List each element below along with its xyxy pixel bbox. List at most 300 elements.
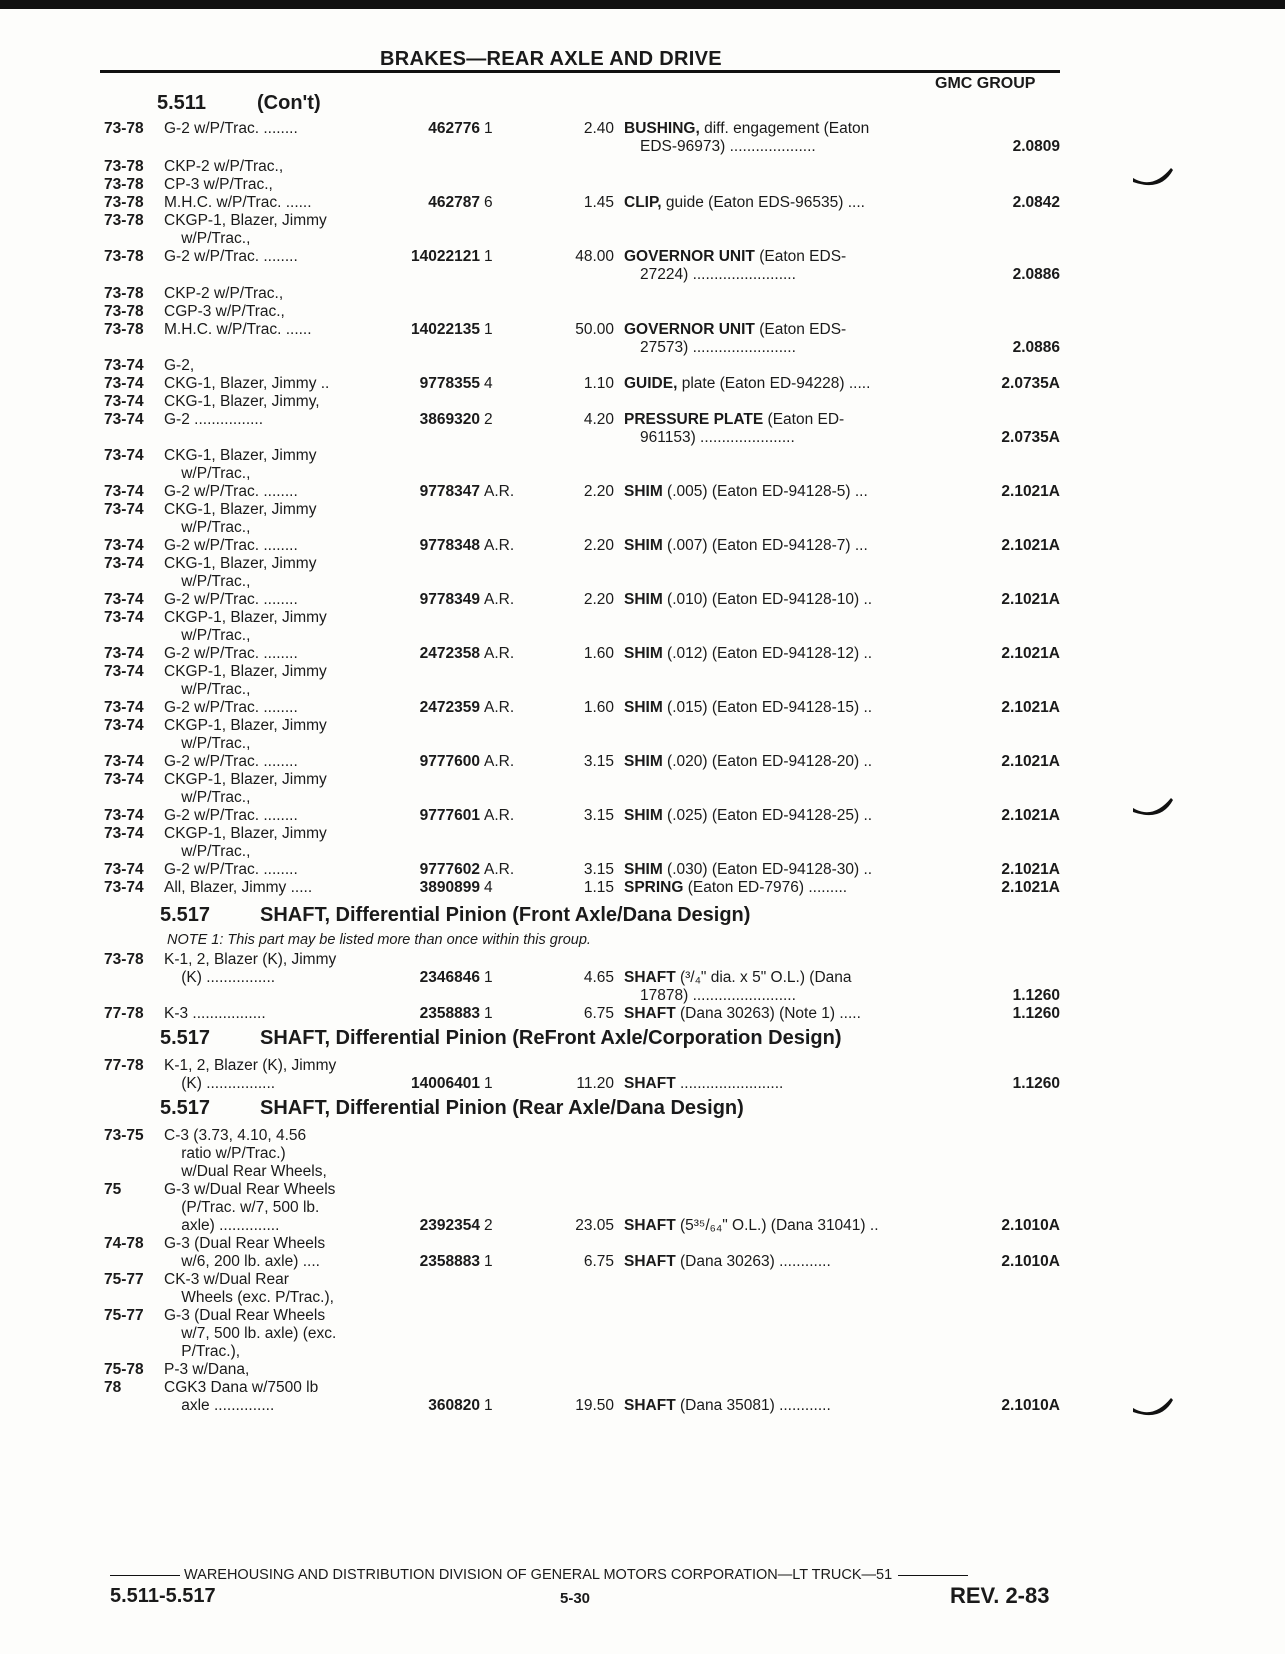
model-year: 73-74 [104,537,144,554]
table-row [0,536,1285,555]
price: 11.20 [576,1075,614,1092]
description-keyword: GOVERNOR UNIT [624,248,755,265]
description-keyword: SHAFT [624,1005,676,1022]
table-row [0,572,1285,591]
description [624,1252,831,1271]
application: CKG-1, Blazer, Jimmy [164,501,317,518]
description [624,374,870,393]
table-row [0,482,1285,501]
part-number: 2346846 [419,969,480,986]
table-row [0,302,1285,321]
application: w/P/Trac., [164,735,251,752]
table-row [0,374,1285,393]
description-text: 27224) ........................ [640,266,796,283]
description-text: (Eaton ED-7976) ......... [683,879,848,896]
description-text: (.025) (Eaton ED-94128-25) .. [662,807,873,824]
model-year: 73-74 [104,825,144,842]
application: G-2 w/P/Trac. ........ [164,699,298,716]
part-number: 14022121 [411,248,480,265]
note-1: NOTE 1: This part may be listed more than once within this group. [167,932,591,948]
description-keyword: CLIP, [624,194,662,211]
gmc-group-number: 1.1260 [1012,1075,1060,1092]
table-row [0,824,1285,843]
model-year: 73-74 [104,879,144,896]
description-text: 961153) ...................... [640,429,795,446]
description [624,247,846,266]
application: (K) ................ [164,1075,276,1092]
price: 1.60 [583,645,614,662]
application: CKGP-1, Blazer, Jimmy [164,825,327,842]
section-heading-517-front-dana [160,904,750,927]
application: CKG-1, Blazer, Jimmy, [164,393,320,410]
description-keyword: GOVERNOR UNIT [624,321,755,338]
description-text: 27573) ........................ [640,339,796,356]
quantity: 1 [484,1253,493,1270]
application: CP-3 w/P/Trac., [164,176,273,193]
model-year: 73-78 [104,158,144,175]
part-number: 462776 [428,120,480,137]
quantity: 1 [484,321,493,338]
model-year: 73-74 [104,753,144,770]
description-keyword: SHIM [624,807,663,824]
description-text: (.012) (Eaton ED-94128-12) .. [662,645,873,662]
table-row [0,1162,1285,1181]
model-year: 73-74 [104,609,144,626]
gmc-group-number: 2.1021A [1001,483,1060,500]
price: 2.20 [583,591,614,608]
table-row [0,1234,1285,1253]
description-keyword: SHIM [624,483,663,500]
table-row [0,356,1285,375]
part-number: 9778347 [419,483,480,500]
part-number: 14006401 [411,1075,480,1092]
quantity: 1 [484,1005,493,1022]
application: G-2 w/P/Trac. ........ [164,483,298,500]
quantity: 2 [484,1217,493,1234]
gmc-group-number: 2.0842 [1012,194,1060,211]
table-row [0,734,1285,753]
table-row [0,175,1285,194]
table-row [0,662,1285,681]
model-year: 73-74 [104,555,144,572]
application: CKGP-1, Blazer, Jimmy [164,771,327,788]
model-year: 73-78 [104,194,144,211]
application: K-3 ................. [164,1005,266,1022]
table-row [0,626,1285,645]
table-row [0,392,1285,411]
model-year: 73-74 [104,699,144,716]
table-row [0,842,1285,861]
description-keyword: SHAFT [624,1253,676,1270]
gmc-group-number: 2.1010A [1001,1253,1060,1270]
description [624,590,872,609]
table-row [0,554,1285,573]
price: 2.20 [583,483,614,500]
part-number: 360820 [428,1397,480,1414]
table-row [0,338,1285,357]
model-year: 75-77 [104,1271,144,1288]
table-row [0,320,1285,339]
gmc-group-number: 2.0735A [1001,375,1060,392]
part-number: 9778349 [419,591,480,608]
description-text: (Eaton EDS- [754,248,847,265]
model-year: 73-74 [104,501,144,518]
part-number: 2358883 [419,1005,480,1022]
application: w/P/Trac., [164,843,251,860]
description-keyword: SHAFT [624,1397,676,1414]
description-text: (Eaton ED- [763,411,845,428]
table-row [0,698,1285,717]
application: G-3 w/Dual Rear Wheels [164,1181,336,1198]
description [624,1216,879,1235]
gmc-group-number: 2.0735A [1001,429,1060,446]
table-row [0,265,1285,284]
model-year: 77-78 [104,1057,144,1074]
application: CKGP-1, Blazer, Jimmy [164,609,327,626]
model-year: 73-74 [104,357,144,374]
table-row [0,1198,1285,1217]
application: K-1, 2, Blazer (K), Jimmy [164,1057,337,1074]
model-year: 73-74 [104,771,144,788]
application: w/7, 500 lb. axle) (exc. [164,1325,337,1342]
model-year: 75 [104,1181,122,1198]
description [624,536,868,555]
model-year: 73-74 [104,807,144,824]
application: G-2 w/P/Trac. ........ [164,248,298,265]
price: 6.75 [583,1005,614,1022]
application: Wheels (exc. P/Trac.), [164,1289,334,1306]
table-row [0,247,1285,266]
model-year: 73-74 [104,375,144,392]
description-text: 17878) ........................ [640,987,796,1004]
description-text: (.007) (Eaton ED-94128-7) ... [662,537,868,554]
gmc-group-number: 2.1010A [1001,1397,1060,1414]
application: G-2 w/P/Trac. ........ [164,861,298,878]
application: w/P/Trac., [164,519,251,536]
table-row [0,968,1285,987]
application: CGK3 Dana w/7500 lb [164,1379,319,1396]
footer-org [110,1567,968,1583]
quantity: A.R. [484,483,515,500]
model-year: 73-74 [104,447,144,464]
application: M.H.C. w/P/Trac. ...... [164,321,312,338]
application: axle) .............. [164,1217,280,1234]
application: P/Trac.), [164,1343,241,1360]
footer-rule-right [898,1575,968,1576]
table-row [0,644,1285,663]
gmc-group-number: 2.1021A [1001,753,1060,770]
quantity: 1 [484,1075,493,1092]
table-row [0,157,1285,176]
table-row [0,752,1285,771]
application: CKGP-1, Blazer, Jimmy [164,717,327,734]
table-row [0,1144,1285,1163]
description [640,986,796,1005]
description [624,860,872,879]
table-row [0,1216,1285,1235]
part-number: 3869320 [419,411,480,428]
footer-revision: REV. 2-83 [950,1583,1050,1608]
description [624,320,846,339]
table-row [0,770,1285,789]
quantity: 1 [484,248,493,265]
table-row [0,229,1285,248]
application: w/P/Trac., [164,573,251,590]
table-row [0,137,1285,156]
table-row [0,806,1285,825]
part-number: 462787 [428,194,480,211]
section-title: SHAFT, Differential Pinion (Rear Axle/Dana Design) [260,1097,744,1119]
application: G-3 (Dual Rear Wheels [164,1307,326,1324]
model-year: 73-78 [104,212,144,229]
table-row [0,1378,1285,1397]
description-text: (Dana 30263) (Note 1) ..... [675,1005,861,1022]
description [640,428,795,447]
description-text: (.030) (Eaton ED-94128-30) .. [662,861,873,878]
footer-org-text: WAREHOUSING AND DISTRIBUTION DIVISION OF GENERAL MOTORS CORPORATION—LT TRUCK—51 [184,1567,893,1583]
price: 50.00 [575,321,614,338]
model-year: 73-78 [104,248,144,265]
description-keyword: SHIM [624,699,663,716]
table-row [0,211,1285,230]
application: CK-3 w/Dual Rear [164,1271,289,1288]
gmc-group-number: 2.1021A [1001,699,1060,716]
part-number: 2392354 [419,1217,480,1234]
price: 6.75 [583,1253,614,1270]
section-number: 5.517 [160,1097,211,1119]
footer-page-number: 5-30 [560,1590,591,1607]
table-row [0,950,1285,969]
quantity: 2 [484,411,493,428]
table-row [0,1004,1285,1023]
part-number: 2472359 [419,699,480,716]
table-row [0,590,1285,609]
application: CKP-2 w/P/Trac., [164,285,284,302]
price: 2.20 [583,537,614,554]
description-text: diff. engagement (Eaton [699,120,870,137]
description-text: ........................ [675,1075,784,1092]
binder-curl-mark [1131,160,1175,190]
gmc-group-number: 2.0886 [1012,339,1060,356]
table-row [0,193,1285,212]
quantity: 1 [484,969,493,986]
table-row [0,680,1285,699]
model-year: 73-78 [104,285,144,302]
description [624,1396,831,1415]
application: G-2, [164,357,195,374]
description-keyword: SHAFT [624,1075,676,1092]
application: CKG-1, Blazer, Jimmy .. [164,375,330,392]
table-row [0,788,1285,807]
application: All, Blazer, Jimmy ..... [164,879,313,896]
section-number: 5.511 [157,92,206,114]
gmc-group-number: 2.1010A [1001,1217,1060,1234]
description [624,410,844,429]
section-heading-517-rear-dana [160,1097,744,1120]
table-row [0,1396,1285,1415]
description-text: (³/₄" dia. x 5" O.L.) (Dana [675,969,852,986]
table-row [0,428,1285,447]
description-text: (5³⁵/₆₄" O.L.) (Dana 31041) .. [675,1217,879,1234]
section-heading-511 [157,92,321,115]
quantity: A.R. [484,807,515,824]
table-row [0,446,1285,465]
description [624,193,865,212]
application: axle .............. [164,1397,275,1414]
application: M.H.C. w/P/Trac. ...... [164,194,312,211]
model-year: 73-78 [104,951,144,968]
application: w/Dual Rear Wheels, [164,1163,327,1180]
price: 4.65 [583,969,614,986]
description-keyword: SHIM [624,861,663,878]
model-year: 73-74 [104,861,144,878]
section-number: 5.517 [160,904,211,926]
part-number: 2472358 [419,645,480,662]
table-row [0,464,1285,483]
model-year: 73-74 [104,591,144,608]
page-title: BRAKES—REAR AXLE AND DRIVE [380,48,722,70]
description-text: (Dana 35081) ............ [675,1397,831,1414]
table-row [0,608,1285,627]
table-row [0,1324,1285,1343]
model-year: 74-78 [104,1235,144,1252]
model-year: 73-78 [104,303,144,320]
application: w/P/Trac., [164,230,251,247]
price: 48.00 [575,248,614,265]
gmc-group-number: 2.1021A [1001,879,1060,896]
application: CKG-1, Blazer, Jimmy [164,555,317,572]
application: w/P/Trac., [164,465,251,482]
section-heading-517-front-corp [160,1027,842,1050]
description-keyword: SHIM [624,537,663,554]
quantity: A.R. [484,753,515,770]
description [640,265,796,284]
application: (P/Trac. w/7, 500 lb. [164,1199,320,1216]
description-keyword: SHAFT [624,969,676,986]
application: w/P/Trac., [164,789,251,806]
description [624,644,872,663]
quantity: 4 [484,375,493,392]
model-year: 73-74 [104,483,144,500]
gmc-group-header: GMC GROUP [935,75,1036,92]
description [624,806,872,825]
gmc-group-number: 2.1021A [1001,537,1060,554]
description-text: plate (Eaton ED-94228) ..... [677,375,871,392]
binder-curl-mark [1131,790,1175,820]
price: 4.20 [583,411,614,428]
part-number: 2358883 [419,1253,480,1270]
description [624,698,872,717]
price: 3.15 [583,753,614,770]
description-text: (.010) (Eaton ED-94128-10) .. [662,591,873,608]
description-keyword: PRESSURE PLATE [624,411,764,428]
model-year: 75-77 [104,1307,144,1324]
description [624,968,852,987]
description-text: (.020) (Eaton ED-94128-20) .. [662,753,873,770]
gmc-group-number: 1.1260 [1012,987,1060,1004]
table-row [0,1288,1285,1307]
table-row [0,1306,1285,1325]
quantity: 6 [484,194,493,211]
description-keyword: BUSHING, [624,120,700,137]
description-text: EDS-96973) .................... [640,138,816,155]
part-number: 9777601 [419,807,480,824]
table-row [0,878,1285,897]
model-year: 73-74 [104,645,144,662]
application: K-1, 2, Blazer (K), Jimmy [164,951,337,968]
description [624,1074,783,1093]
application: G-3 (Dual Rear Wheels [164,1235,326,1252]
part-number: 3890899 [419,879,480,896]
table-row [0,284,1285,303]
table-row [0,1270,1285,1289]
model-year: 73-78 [104,176,144,193]
application: (K) ................ [164,969,276,986]
application: G-2 w/P/Trac. ........ [164,753,298,770]
description [640,338,796,357]
model-year: 73-74 [104,393,144,410]
description [624,482,868,501]
application: G-2 w/P/Trac. ........ [164,645,298,662]
application: C-3 (3.73, 4.10, 4.56 [164,1127,307,1144]
table-row [0,518,1285,537]
gmc-group-number: 1.1260 [1012,1005,1060,1022]
price: 3.15 [583,861,614,878]
price: 19.50 [575,1397,614,1414]
title-rule [100,70,1060,73]
application: P-3 w/Dana, [164,1361,250,1378]
model-year: 75-78 [104,1361,144,1378]
section-title: SHAFT, Differential Pinion (Front Axle/Dana Design) [260,904,751,926]
table-row [0,986,1285,1005]
part-number: 9778355 [419,375,480,392]
footer-section-range: 5.511-5.517 [110,1585,216,1607]
application: G-2 ................ [164,411,264,428]
price: 3.15 [583,807,614,824]
description-keyword: SHIM [624,753,663,770]
model-year: 73-74 [104,717,144,734]
table-row [0,1360,1285,1379]
gmc-group-number: 2.1021A [1001,861,1060,878]
footer-rule-left [110,1575,180,1576]
quantity: A.R. [484,861,515,878]
model-year: 77-78 [104,1005,144,1022]
price: 1.15 [583,879,614,896]
application: G-2 w/P/Trac. ........ [164,120,298,137]
binder-curl-mark [1131,1390,1175,1420]
gmc-group-number: 2.1021A [1001,591,1060,608]
quantity: A.R. [484,645,515,662]
application: G-2 w/P/Trac. ........ [164,591,298,608]
description-text: (Dana 30263) ............ [675,1253,831,1270]
description-keyword: SHIM [624,591,663,608]
description [624,1004,861,1023]
description-keyword: SPRING [624,879,684,896]
model-year: 78 [104,1379,122,1396]
model-year: 73-75 [104,1127,144,1144]
table-row [0,1342,1285,1361]
description-text: (.015) (Eaton ED-94128-15) .. [662,699,873,716]
description [624,119,869,138]
gmc-group-number: 2.0809 [1012,138,1060,155]
application: CKGP-1, Blazer, Jimmy [164,212,327,229]
price: 2.40 [583,120,614,137]
model-year: 73-78 [104,120,144,137]
price: 1.10 [583,375,614,392]
application: w/P/Trac., [164,681,251,698]
model-year: 73-74 [104,663,144,680]
section-title: (Con't) [257,92,321,114]
